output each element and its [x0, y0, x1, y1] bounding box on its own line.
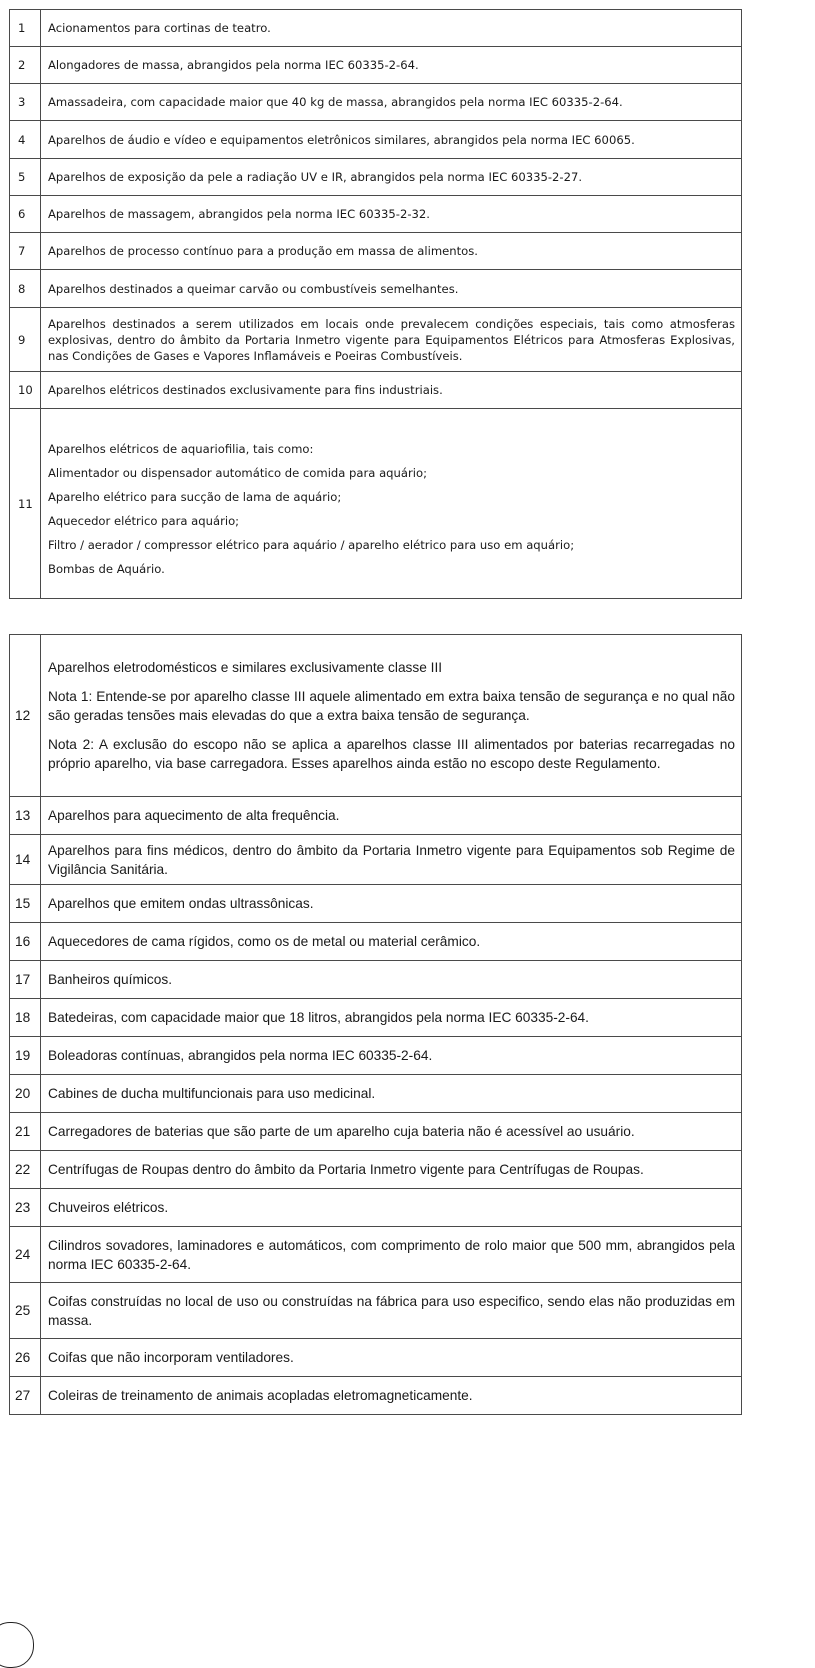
exclusion-table-part-1	[9, 9, 742, 599]
row-description: Acionamentos para cortinas de teatro.	[41, 10, 742, 47]
row-description: Chuveiros elétricos.	[41, 1189, 742, 1227]
row-number: 18	[10, 999, 41, 1037]
table-row	[10, 1339, 742, 1377]
table-row	[10, 1151, 742, 1189]
row-description: Cilindros sovadores, laminadores e automáticos, com comprimento de rolo maior que 500 mm, abrangidos pela norma IEC 60335-2-64.	[41, 1227, 742, 1283]
row-description: Coifas construídas no local de uso ou construídas na fábrica para uso especifico, sendo elas não produzidas em massa.	[41, 1283, 742, 1339]
row-number: 5	[10, 159, 41, 196]
row-number: 4	[10, 121, 41, 159]
row-description: Aquecedores de cama rígidos, como os de metal ou material cerâmico.	[41, 923, 742, 961]
row-description: Banheiros químicos.	[41, 961, 742, 999]
row-description: Carregadores de baterias que são parte de um aparelho cuja bateria não é acessível ao usuário.	[41, 1113, 742, 1151]
row-number: 25	[10, 1283, 41, 1339]
row-number: 6	[10, 196, 41, 233]
row-description: Aparelhos de áudio e vídeo e equipamentos eletrônicos similares, abrangidos pela norma IEC 60065.	[41, 121, 742, 159]
row-description: Boleadoras contínuas, abrangidos pela norma IEC 60335-2-64.	[41, 1037, 742, 1075]
page-separator	[0, 619, 815, 627]
row-description: Aparelhos de massagem, abrangidos pela norma IEC 60335-2-32.	[41, 196, 742, 233]
row-description: Centrífugas de Roupas dentro do âmbito da Portaria Inmetro vigente para Centrífugas de Roupas.	[41, 1151, 742, 1189]
description-line: Aparelhos eletrodomésticos e similares exclusivamente classe III	[48, 660, 443, 675]
row-number: 9	[10, 308, 41, 372]
row-description: Aparelhos para aquecimento de alta frequência.	[41, 797, 742, 835]
row-number: 13	[10, 797, 41, 835]
row-number: 22	[10, 1151, 41, 1189]
description-line: Aquecedor elétrico para aquário;	[48, 513, 240, 528]
table-row	[10, 1189, 742, 1227]
table-row	[10, 1227, 742, 1283]
table-row	[10, 270, 742, 308]
row-number: 3	[10, 84, 41, 121]
table-row	[10, 635, 742, 797]
table-row	[10, 233, 742, 270]
description-line: Aparelho elétrico para sucção de lama de aquário;	[48, 489, 342, 504]
description-line: Nota 1: Entende-se por aparelho classe III aquele alimentado em extra baixa tensão de segurança e no qual não são geradas tensões mais elevadas do que a extra baixa tensão de segurança.	[48, 689, 735, 723]
table-row	[10, 1377, 742, 1415]
row-description	[41, 409, 742, 599]
table-row	[10, 1113, 742, 1151]
row-description: Aparelhos elétricos destinados exclusivamente para fins industriais.	[41, 372, 742, 409]
row-number: 24	[10, 1227, 41, 1283]
row-description: Cabines de ducha multifuncionais para uso medicinal.	[41, 1075, 742, 1113]
table-row	[10, 196, 742, 233]
row-number: 21	[10, 1113, 41, 1151]
row-number: 20	[10, 1075, 41, 1113]
row-description: Aparelhos destinados a serem utilizados em locais onde prevalecem condições especiais, tais como atmosferas explosivas, dentro do âmbito da Portaria Inmetro vigente para Equipamentos Elétricos para Atmosferas Explosivas, nas Condições de Gases e Vapores Inflamáveis e Poeiras Combustíveis.	[41, 308, 742, 372]
row-number: 26	[10, 1339, 41, 1377]
description-line: Filtro / aerador / compressor elétrico para aquário / aparelho elétrico para uso em aquário;	[48, 537, 575, 552]
table-row	[10, 835, 742, 885]
table-row	[10, 10, 742, 47]
table-row	[10, 159, 742, 196]
table-row	[10, 308, 742, 372]
row-description: Aparelhos para fins médicos, dentro do âmbito da Portaria Inmetro vigente para Equipamentos sob Regime de Vigilância Sanitária.	[41, 835, 742, 885]
description-line: Aparelhos elétricos de aquariofilia, tais como:	[48, 441, 314, 456]
row-number: 7	[10, 233, 41, 270]
row-number: 27	[10, 1377, 41, 1415]
description-line: Nota 2: A exclusão do escopo não se aplica a aparelhos classe III alimentados por baterias recarregadas no próprio aparelho, via base carregadora. Esses aparelhos ainda estão no escopo deste Regulamento.	[48, 737, 735, 771]
table-row	[10, 999, 742, 1037]
row-description: Amassadeira, com capacidade maior que 40 kg de massa, abrangidos pela norma IEC 60335-2-64.	[41, 84, 742, 121]
table-row	[10, 372, 742, 409]
row-number: 12	[10, 635, 41, 797]
table-row	[10, 885, 742, 923]
description-line: Alimentador ou dispensador automático de comida para aquário;	[48, 465, 427, 480]
page-corner-decoration	[0, 1622, 34, 1668]
row-description: Coifas que não incorporam ventiladores.	[41, 1339, 742, 1377]
table-row	[10, 47, 742, 84]
table-row	[10, 797, 742, 835]
table-row	[10, 923, 742, 961]
table-row	[10, 1283, 742, 1339]
table-row	[10, 961, 742, 999]
row-number: 17	[10, 961, 41, 999]
table-row	[10, 121, 742, 159]
row-description: Batedeiras, com capacidade maior que 18 litros, abrangidos pela norma IEC 60335-2-64.	[41, 999, 742, 1037]
row-number: 8	[10, 270, 41, 308]
row-description: Alongadores de massa, abrangidos pela norma IEC 60335-2-64.	[41, 47, 742, 84]
row-number: 11	[10, 409, 41, 599]
row-description: Aparelhos destinados a queimar carvão ou combustíveis semelhantes.	[41, 270, 742, 308]
row-number: 10	[10, 372, 41, 409]
exclusion-table-part-2	[9, 634, 742, 1415]
table-row	[10, 1037, 742, 1075]
row-number: 23	[10, 1189, 41, 1227]
row-number: 19	[10, 1037, 41, 1075]
row-description: Aparelhos de processo contínuo para a produção em massa de alimentos.	[41, 233, 742, 270]
description-line: Bombas de Aquário.	[48, 561, 165, 576]
table-row	[10, 1075, 742, 1113]
row-description: Aparelhos de exposição da pele a radiação UV e IR, abrangidos pela norma IEC 60335-2-27.	[41, 159, 742, 196]
row-description: Coleiras de treinamento de animais acopladas eletromagneticamente.	[41, 1377, 742, 1415]
row-number: 2	[10, 47, 41, 84]
row-number: 1	[10, 10, 41, 47]
row-number: 15	[10, 885, 41, 923]
row-number: 16	[10, 923, 41, 961]
table-row	[10, 84, 742, 121]
row-description	[41, 635, 742, 797]
table-row	[10, 409, 742, 599]
row-number: 14	[10, 835, 41, 885]
row-description: Aparelhos que emitem ondas ultrassônicas.	[41, 885, 742, 923]
